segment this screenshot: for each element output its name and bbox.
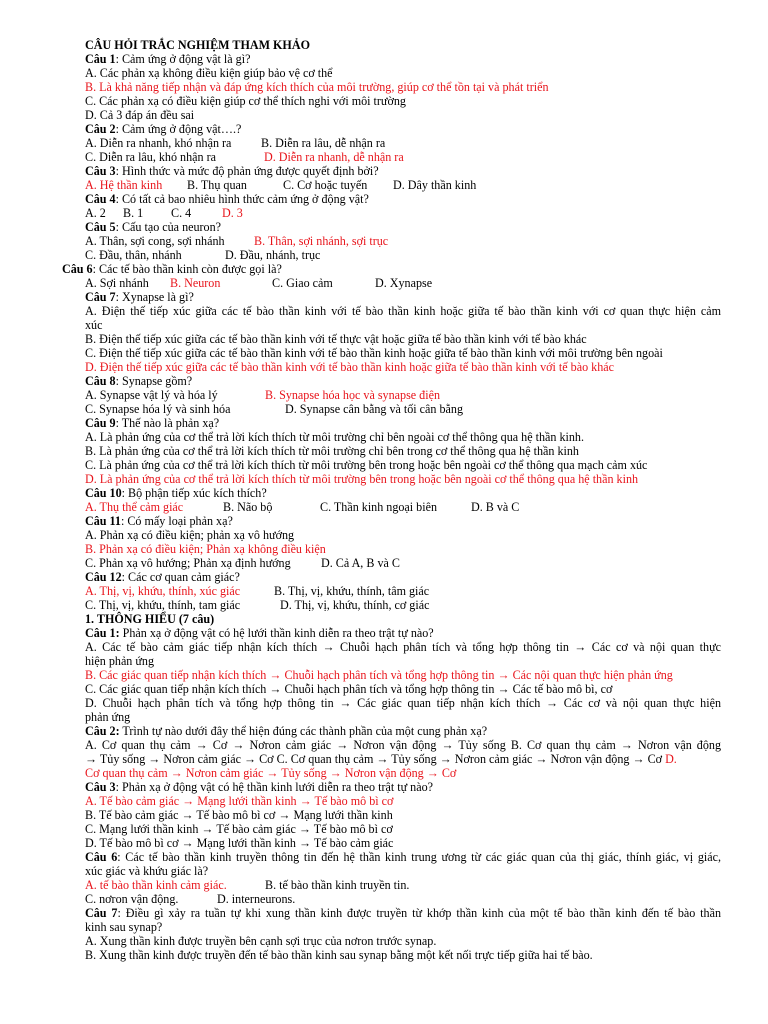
q5-options-row-1	[85, 234, 721, 248]
q12-option-d: D. Thị, vị, khứu, thính, cơ giác	[280, 598, 430, 612]
q4-option-d-answer: D. 3	[222, 206, 243, 220]
question-4: Câu 4: Có tất cả bao nhiêu hình thức cảm ứng ở động vật?	[85, 192, 369, 206]
q5-option-d: D. Đầu, nhánh, trục	[225, 248, 321, 262]
q8-option-d: D. Synapse cân bằng và tối cân bằng	[285, 402, 463, 416]
q1-option-c: C. Các phản xạ có điều kiện giúp cơ thể thích nghi với môi trường	[85, 94, 406, 108]
q8-option-a: A. Synapse vật lý và hóa lý	[85, 388, 218, 402]
q4-options-row	[85, 206, 721, 220]
q5-option-c: C. Đầu, thân, nhánh	[85, 248, 182, 262]
q2-option-c: C. Diễn ra lâu, khó nhận ra	[85, 150, 216, 164]
q3-option-b: B. Thụ quan	[187, 178, 247, 192]
question-5: Câu 5: Cấu tạo của neuron?	[85, 220, 222, 234]
s2q6-option-b: B. tế bào thần kinh truyền tin.	[265, 878, 410, 892]
q12-option-b: B. Thị, vị, khứu, thính, tâm giác	[274, 584, 430, 598]
s2q6-option-a-answer: A. tế bào thần kinh cảm giác.	[85, 878, 227, 892]
s2-question-1: Câu 1: Phản xạ ở động vật có hệ lưới thần kinh diễn ra theo trật tự nào?	[85, 626, 434, 640]
q7-option-b: B. Điện thế tiếp xúc giữa các tế bào thần kinh với tế thực vật hoặc giữa tế bào thần kinh với tế bào khác	[85, 332, 587, 346]
q5-option-b-answer: B. Thân, sợi nhánh, sợi trục	[254, 234, 389, 248]
q3-option-a-answer: A. Hệ thần kinh	[85, 178, 163, 192]
q6-option-d: D. Xynapse	[375, 276, 433, 290]
q12-option-c: C. Thị, vị, khứu, thính, tam giác	[85, 598, 241, 612]
question-1: Câu 1: Cảm ứng ở động vật là gì?	[85, 52, 251, 66]
s2q6-option-c: C. nơron vận động.	[85, 892, 179, 906]
q10-options-row	[85, 500, 721, 514]
q8-options-row-2	[85, 402, 721, 416]
s2q3-option-d: D. Tế bào mô bì cơ → Mạng lưới thần kinh → Tế bào cảm giác	[85, 836, 394, 850]
q8-option-c: C. Synapse hóa lý và sinh hóa	[85, 402, 231, 416]
q11-option-b-answer: B. Phản xạ có điều kiện; Phản xạ không điều kiện	[85, 542, 326, 556]
q5-options-row-2	[85, 248, 721, 262]
s2-question-3: Câu 3: Phản xạ ở động vật có hệ thần kinh lưới diễn ra theo trật tự nào?	[85, 780, 433, 794]
q7-option-c: C. Điện thế tiếp xúc giữa các tế bào thần kinh với tế bào thần kinh hoặc giữa tế bào thần kinh với môi trường bên ngoài	[85, 346, 663, 360]
s2q2-options-line-1: A. Cơ quan thụ cảm → Cơ → Nơron cảm giác → Nơron vận động → Tủy sống B. Cơ quan thụ cảm → Nơron vận động	[85, 738, 721, 752]
s2q1-option-d-cont: phản ứng	[85, 710, 131, 724]
q9-option-a: A. Là phản ứng của cơ thể trả lời kích thích từ môi trường chỉ bên ngoài cơ thể thông qua hệ thần kinh.	[85, 430, 584, 444]
s2q6-option-d: D. interneurons.	[217, 892, 296, 906]
q6-options-row	[85, 276, 721, 290]
q2-option-a: A. Diễn ra nhanh, khó nhận ra	[85, 136, 232, 150]
q5-option-a: A. Thân, sợi cong, sợi nhánh	[85, 234, 225, 248]
q3-option-c: C. Cơ hoặc tuyến	[283, 178, 368, 192]
s2q3-option-b: B. Tế bào cảm giác → Tế bào mô bì cơ → Mạng lưới thần kinh	[85, 808, 393, 822]
question-2: Câu 2: Cảm ứng ở động vật….?	[85, 122, 242, 136]
s2q1-option-c: C. Các giác quan tiếp nhận kích thích → Chuỗi hạch phân tích và tổng hợp thông tin → Các tế bào mô bì, cơ	[85, 682, 613, 696]
q10-option-a-answer: A. Thụ thể cảm giác	[85, 500, 184, 514]
s2q7-option-b: B. Xung thần kinh được truyền đến tế bào thần kinh sau synap bằng một kết nối trực tiếp giữa hai tế bào.	[85, 948, 593, 962]
question-6: Câu 6: Các tế bào thần kinh còn được gọi là?	[62, 262, 282, 276]
s2q2-option-d-answer: Cơ quan thụ cảm → Nơron cảm giác → Tủy sống → Nơron vận động → Cơ	[85, 766, 457, 780]
s2q2-option-d-marker: D.	[665, 752, 677, 766]
q7-option-d-answer: D. Điện thế tiếp xúc giữa các tế bào thần kinh với tế bào thần kinh hoặc giữa tế bào thần kinh với tế bào khác	[85, 360, 614, 374]
q10-option-c: C. Thần kinh ngoại biên	[320, 500, 438, 514]
q11-option-a: A. Phản xạ có điều kiện; phản xạ vô hướng	[85, 528, 295, 542]
question-9: Câu 9: Thế nào là phản xạ?	[85, 416, 220, 430]
q1-option-a: A. Các phản xạ không điều kiện giúp bảo vệ cơ thể	[85, 66, 333, 80]
s2q3-option-a-answer: A. Tế bào cảm giác → Mạng lưới thần kinh → Tế bào mô bì cơ	[85, 794, 394, 808]
s2q6-options-row-1	[85, 878, 721, 892]
s2-question-6: Câu 6: Các tế bào thần kinh truyền thông tin đến hệ thần kinh trung ương từ các giác quan của thị giác, thính giác, vị giác,	[85, 850, 721, 864]
q8-options-row-1	[85, 388, 721, 402]
s2-question-7: Câu 7: Điều gì xảy ra tuần tự khi xung thần kinh được truyền từ khớp thần kinh của một tế bào thần kinh đến tế bào thần	[85, 906, 722, 920]
s2q2-options-line-2: → Tủy sống → Nơron cảm giác → Cơ C. Cơ quan thụ cảm → Tủy sống → Nơron cảm giác → Nơron vận động → Cơ D.	[85, 752, 677, 766]
q7-option-a-cont: xúc	[85, 318, 103, 332]
q6-option-c: C. Giao cảm	[272, 276, 333, 290]
q6-option-b-answer: B. Neuron	[170, 276, 221, 290]
s2q1-option-b-answer: B. Các giác quan tiếp nhận kích thích → Chuỗi hạch phân tích và tổng hợp thông tin → Các nội quan thực hiện phản ứng	[85, 668, 673, 682]
s2q7-text-cont: kinh sau synap?	[85, 920, 163, 934]
q8-option-b-answer: B. Synapse hóa học và synapse điện	[265, 388, 440, 402]
q9-option-c: C. Là phản ứng của cơ thể trả lời kích thích từ môi trường bên trong hoặc bên ngoài cơ thể thông qua mạch cảm xúc	[85, 458, 648, 472]
s2q6-options-row-2	[85, 892, 721, 906]
question-7: Câu 7: Xynapse là gì?	[85, 290, 194, 304]
s2q7-option-a: A. Xung thần kinh được truyền bên cạnh sợi trục của nơron trước synap.	[85, 934, 437, 948]
question-3: Câu 3: Hình thức và mức độ phản ứng được quyết định bởi?	[85, 164, 379, 178]
question-10: Câu 10: Bộ phận tiếp xúc kích thích?	[85, 486, 267, 500]
section-heading: 1. THÔNG HIỂU (7 câu)	[85, 612, 215, 626]
question-8: Câu 8: Synapse gồm?	[85, 374, 193, 388]
q4-option-c: C. 4	[171, 206, 192, 220]
s2q1-option-a-cont: hiện phản ứng	[85, 654, 155, 668]
q6-option-a: A. Sợi nhánh	[85, 276, 149, 290]
q10-option-d: D. B và C	[471, 500, 520, 514]
q12-options-row-1	[85, 584, 721, 598]
q12-option-a-answer: A. Thị, vị, khứu, thính, xúc giác	[85, 584, 241, 598]
q9-option-d-answer: D. Là phản ứng của cơ thể trả lời kích thích từ môi trường bên trong hoặc bên ngoài cơ thể thông qua hệ thần kinh	[85, 472, 639, 486]
document-title: CÂU HỎI TRẮC NGHIỆM THAM KHẢO	[85, 38, 310, 52]
q7-option-a: A. Điện thế tiếp xúc giữa các tế bào thần kinh với tế bào thần kinh hoặc giữa tế bào thần kinh với cơ quan thực hiện cảm	[85, 304, 721, 318]
q4-option-b: B. 1	[123, 206, 144, 220]
q3-option-d: D. Dây thần kinh	[393, 178, 477, 192]
q3-options-row	[85, 178, 721, 192]
q11-option-d: D. Cả A, B và C	[321, 556, 400, 570]
question-11: Câu 11: Có mấy loại phản xạ?	[85, 514, 233, 528]
q12-options-row-2	[85, 598, 721, 612]
q2-option-d-answer: D. Diễn ra nhanh, dễ nhận ra	[264, 150, 404, 164]
s2q1-option-d: D. Chuỗi hạch phân tích và tổng hợp thông tin → Các giác quan tiếp nhận kích thích → Các cơ và nội quan thực hiện	[85, 696, 721, 710]
s2-question-2: Câu 2: Trình tự nào dưới đây thể hiện đúng các thành phần của một cung phản xạ?	[85, 724, 488, 738]
q2-option-b: B. Diễn ra lâu, dễ nhận ra	[261, 136, 386, 150]
question-12: Câu 12: Các cơ quan cảm giác?	[85, 570, 240, 584]
q9-option-b: B. Là phản ứng của cơ thể trả lời kích thích từ môi trường chỉ bên trong cơ thể thông qua hệ thần kinh	[85, 444, 579, 458]
q2-options-row-1	[85, 136, 721, 150]
q2-options-row-2	[85, 150, 721, 164]
q1-option-b-answer: B. Là khả năng tiếp nhận và đáp ứng kích thích của môi trường, giúp cơ thể tồn tại và phát triển	[85, 80, 549, 94]
s2q6-text-cont: xúc giác và khứu giác là?	[85, 864, 209, 878]
q4-option-a: A. 2	[85, 206, 106, 220]
q11-option-c: C. Phản xạ vô hướng; Phản xạ định hướng	[85, 556, 291, 570]
q1-option-d: D. Cả 3 đáp án đều sai	[85, 108, 195, 122]
s2q3-option-c: C. Mạng lưới thần kinh → Tế bào cảm giác → Tế bào mô bì cơ	[85, 822, 393, 836]
s2q1-option-a: A. Các tế bào cảm giác tiếp nhận kích thích → Chuỗi hạch phân tích và tổng hợp thông tin → Các cơ và nội quan thực	[85, 640, 721, 654]
q10-option-b: B. Não bộ	[223, 500, 273, 514]
q11-options-row	[85, 556, 721, 570]
